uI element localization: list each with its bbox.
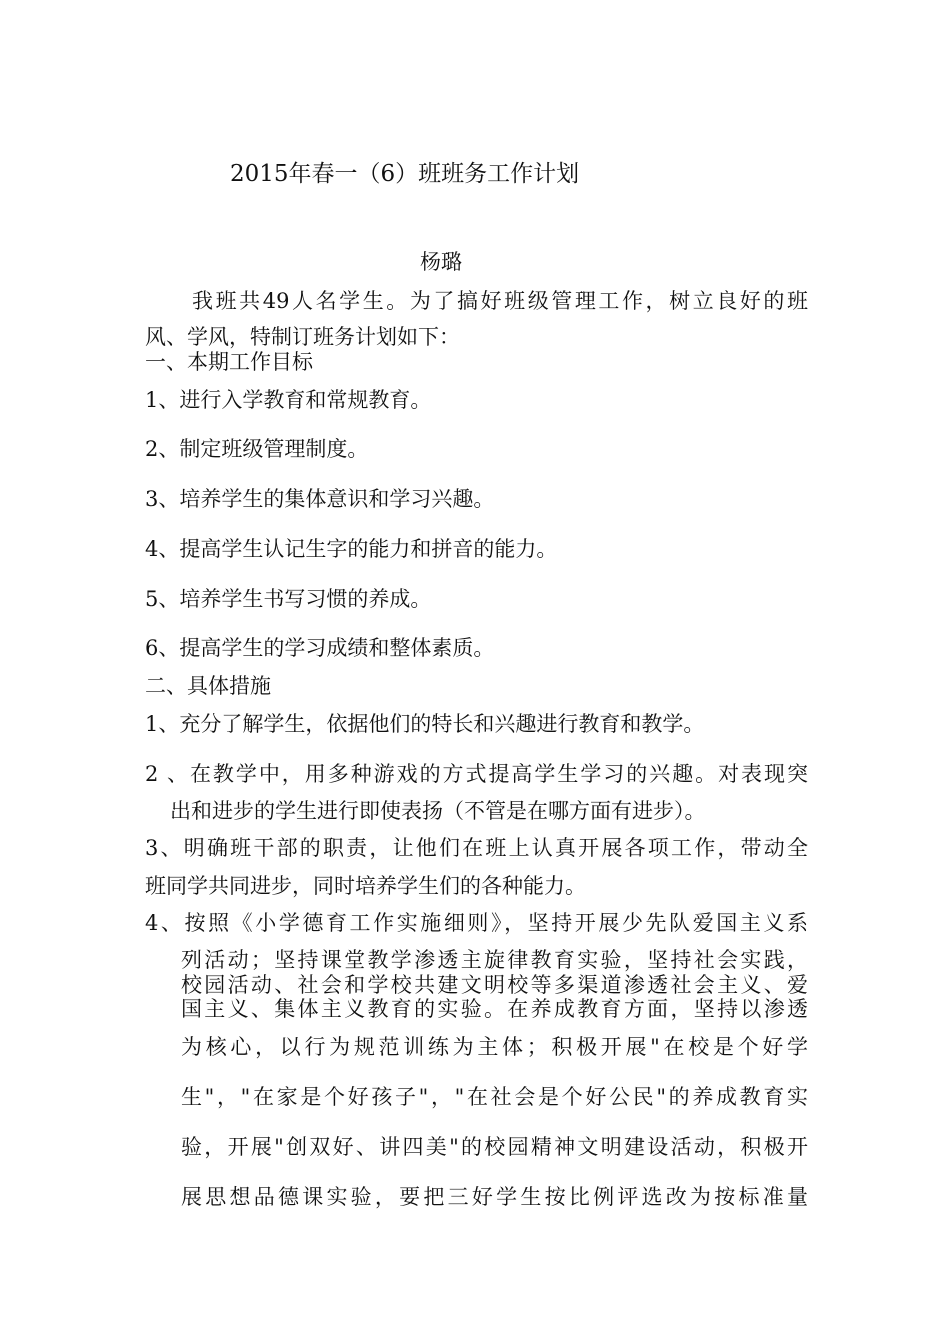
- measure-item-3-line-2: 班同学共同进步，同时培养学生们的各种能力。: [145, 874, 586, 898]
- document-author: 杨璐: [420, 250, 462, 274]
- measure-item-4-line-5: 为核心，以行为规范训练为主体；积极开展"在校是个好学: [181, 1035, 808, 1059]
- intro-line-1: 我班共49人名学生。为了搞好班级管理工作，树立良好的班: [192, 289, 808, 313]
- measure-item-3-line-1: 3、明确班干部的职责，让他们在班上认真开展各项工作，带动全: [145, 836, 808, 860]
- measure-item-4-line-6: 生"，"在家是个好孩子"，"在社会是个好公民"的养成教育实: [181, 1085, 808, 1109]
- measure-item-2-line-1: 2 、在教学中，用多种游戏的方式提高学生学习的兴趣。对表现突: [145, 762, 808, 786]
- goal-item-4: 4、提高学生认记生字的能力和拼音的能力。: [145, 537, 558, 561]
- goal-item-5: 5、培养学生书写习惯的养成。: [145, 587, 432, 611]
- measure-item-2-line-2: 出和进步的学生进行即使表扬（不管是在哪方面有进步）。: [170, 799, 706, 823]
- goal-item-1: 1、进行入学教育和常规教育。: [145, 388, 432, 412]
- measure-item-4-line-8: 展思想品德课实验，要把三好学生按比例评选改为按标准量: [181, 1185, 808, 1209]
- goal-item-3: 3、培养学生的集体意识和学习兴趣。: [145, 487, 495, 511]
- measure-item-4-line-2: 列活动；坚持课堂教学渗透主旋律教育实验，坚持社会实践，: [181, 948, 808, 972]
- goal-item-6: 6、提高学生的学习成绩和整体素质。: [145, 636, 495, 660]
- goal-item-2: 2、制定班级管理制度。: [145, 437, 369, 461]
- measure-item-4-line-1: 4、按照《小学德育工作实施细则》，坚持开展少先队爱国主义系: [145, 911, 808, 935]
- section-2-heading: 二、具体措施: [145, 674, 271, 698]
- measure-item-4-line-7: 验，开展"创双好、讲四美"的校园精神文明建设活动，积极开: [181, 1135, 808, 1159]
- document-title: 2015年春一（6）班班务工作计划: [230, 161, 580, 187]
- section-1-heading: 一、本期工作目标: [145, 350, 313, 374]
- measure-item-4-line-3: 校园活动、社会和学校共建文明校等多渠道渗透社会主义、爱: [181, 973, 808, 997]
- intro-line-2: 风、学风，特制订班务计划如下：: [145, 325, 460, 349]
- measure-item-4-line-4: 国主义、集体主义教育的实验。在养成教育方面，坚持以渗透: [181, 997, 808, 1021]
- measure-item-1: 1、充分了解学生，依据他们的特长和兴趣进行教育和教学。: [145, 712, 705, 736]
